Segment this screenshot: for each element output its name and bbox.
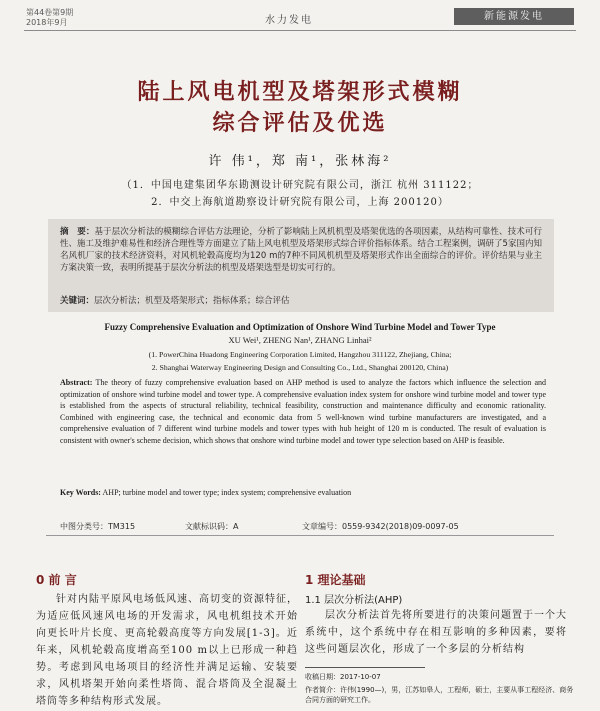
footnote-author: 作者简介：许伟(1990—)，男，江苏如皋人，工程师，硕士，主要从事工程经济、商务合同方面的研究工作。 [305, 686, 574, 704]
english-affiliation-1: (1. PowerChina Huadong Engineering Corporation Limited, Hangzhou 311122, Zhejiang, China; [148, 350, 452, 359]
english-authors: XU Wei¹, ZHENG Nan¹, ZHANG Linhai² [228, 335, 372, 345]
footnote-received: 收稿日期：2017-10-07 [305, 673, 381, 681]
english-title: Fuzzy Comprehensive Evaluation and Optimization of Onshore Wind Turbine Model and Tower Type [104, 322, 496, 332]
theory-heading: 1 理论基础 [305, 573, 366, 587]
paper-title-line2: 综合评估及优选 [212, 111, 388, 136]
affiliation-2: 2．中交上海航道勘察设计研究院有限公司，上海 200120） [151, 197, 449, 208]
document-code: 文献标识码：A [185, 522, 239, 531]
intro-heading: 0 前 言 [36, 573, 77, 587]
affiliation-1: （1．中国电建集团华东勘测设计研究院有限公司，浙江 杭州 311122； [121, 180, 479, 191]
intro-body: 针对内陆平原风电场低风速、高切变的资源特征，为适应低风速风电场的开发需求，风电机组技术开始向更长叶片长度、更高轮毂高度等方向发展[1-3]。近年来，风机轮毂高度增高至100 m以上已形成一种趋势。考虑到风电场项目的经济性并满足运输、安装要求，风机塔架开始向柔性塔筒、混合塔筒及全混凝土塔筒等多种结构形式发展。 [36, 594, 298, 707]
column-badge: 新能源发电 [454, 8, 574, 25]
journal-issue [26, 8, 73, 28]
article-number: 文章编号：0559-9342(2018)09-0097-05 [302, 522, 459, 531]
english-abstract-label: Abstract: [60, 378, 93, 387]
journal-name: 水力发电 [265, 15, 313, 26]
authors: 许 伟¹，郑 南¹，张林海² [208, 154, 392, 169]
english-abstract [60, 377, 546, 447]
journal-volume: 第44卷第9期 [26, 8, 74, 17]
abstract-cn-label: 摘 要： [60, 227, 95, 237]
english-keywords-label: Key Words: [60, 488, 101, 497]
english-affiliation-2: 2. Shanghai Waterway Engineering Design and Consulting Co., Ltd., Shanghai 200120, China) [151, 363, 449, 372]
header-divider [24, 30, 576, 31]
journal-date: 2018年9月 [26, 18, 68, 27]
footnote-divider [305, 667, 425, 668]
ahp-body: 层次分析法首先将所要进行的决策问题置于一个大系统中，这个系统中存在相互影响的多种因素，要将这些问题层次化，形成了一个多层的分析结构 [305, 610, 567, 655]
keywords-cn [60, 294, 542, 306]
clc-number: 中图分类号：TM315 [60, 522, 136, 531]
english-keywords [60, 488, 546, 497]
abstract-cn-text: 基于层次分析法的模糊综合评估方法理论，分析了影响陆上风机机型及塔架优选的各项因素，从结构可靠性、技术可行性、施工及维护难易性和经济合理性等方面建立了陆上风电机型及塔架形式综合评价指标体系。结合工程案例，调研了5家国内知名风机厂家的技术经济资料，对风机轮毂高度均为120 m的7种不同风机机型及塔架形式作出全面综合的评价。评价结果与业主方案决策一致，表明所提基于层次分析法的机型及塔架选型是切实可行的。 [60, 227, 542, 273]
abstract-cn [60, 226, 542, 274]
english-abstract-text: The theory of fuzzy comprehensive evaluation based on AHP method is used to analyze the factors which influence the selection and optimization of onshore wind turbine model and tower type. A comprehensive evaluation index system for onshore wind turbine model and tower type is established from the aspects of structural reliability, technical feasibility, construction and maintenance difficulty and economic rationality. Combined with engineering case, the technical and economic data from 5 well-known wind turbine manufacturers are investigated, and a comprehensive evaluation of 7 different wind turbine models and tower types with hub height of 120 m is conducted. The result of evaluation is consistent with owner's scheme decision, which shows that onshore wind turbine model and tower type selection based on AHP is feasible. [60, 378, 546, 445]
ahp-heading: 1.1 层次分析法(AHP) [305, 595, 403, 606]
paper-title-line1: 陆上风电机型及塔架形式模糊 [137, 80, 463, 105]
meta-divider [46, 535, 554, 536]
keywords-cn-label: 关键词： [60, 296, 95, 306]
keywords-cn-text: 层次分析法；机型及塔架形式；指标体系；综合评估 [94, 296, 290, 306]
english-keywords-text: AHP; turbine model and tower type; index system; comprehensive evaluation [102, 488, 352, 497]
